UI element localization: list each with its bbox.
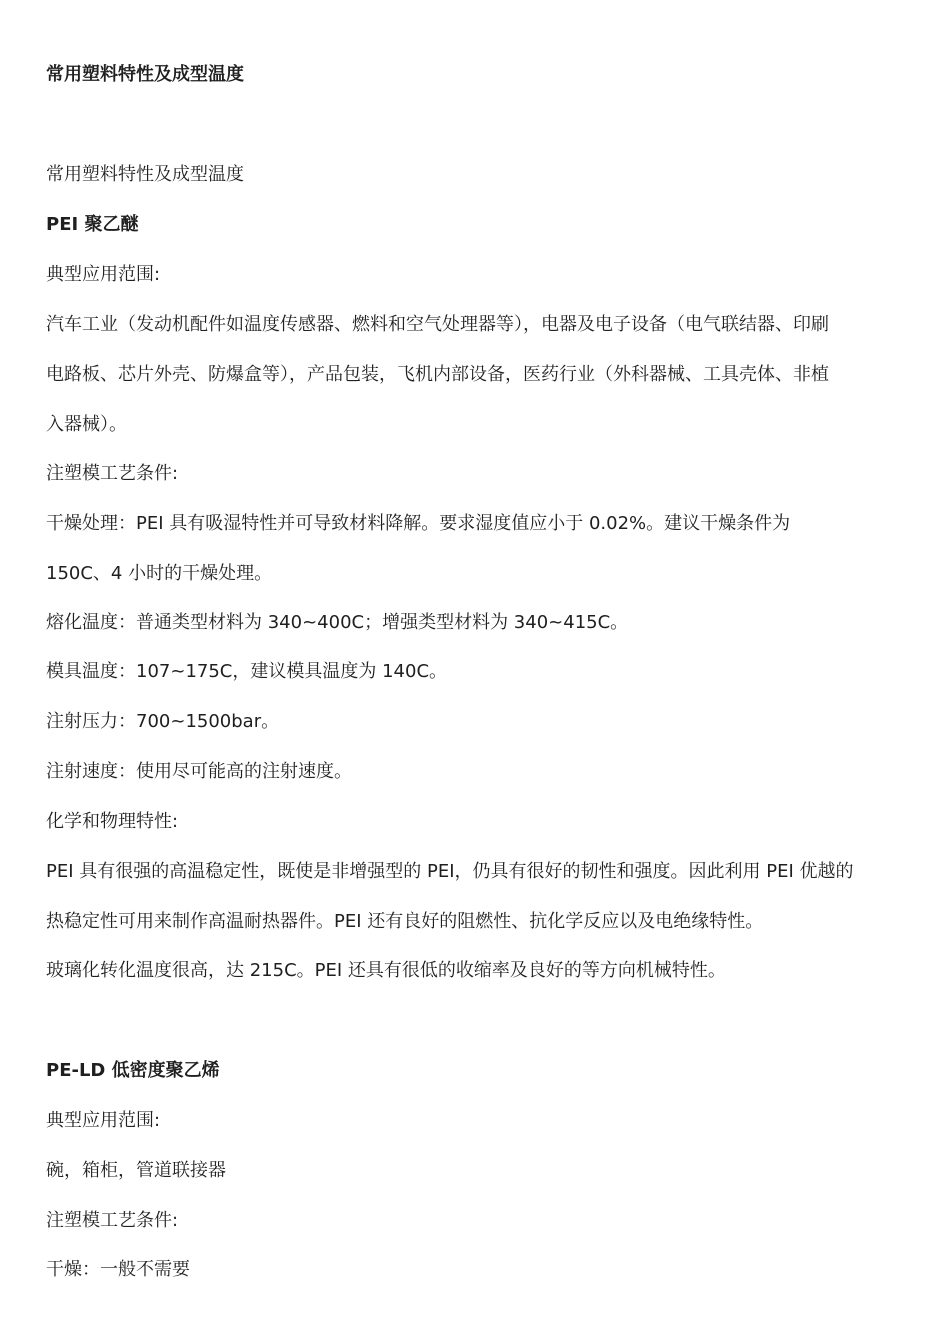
document-title: 常用塑料特性及成型温度	[46, 64, 244, 85]
paragraph-line: 入器械）。	[46, 414, 127, 435]
section-heading-pe-ld: PE-LD 低密度聚乙烯	[46, 1060, 220, 1081]
paragraph-line: 碗，箱柜，管道联接器	[46, 1160, 226, 1181]
paragraph-line: 150C、4 小时的干燥处理。	[46, 563, 273, 584]
paragraph-line: 典型应用范围:	[46, 1110, 161, 1131]
paragraph-line: 熔化温度：普通类型材料为 340~400C；增强类型材料为 340~415C。	[46, 612, 629, 633]
paragraph-line: 典型应用范围:	[46, 264, 161, 285]
paragraph-line: 注塑模工艺条件:	[46, 1210, 179, 1231]
paragraph-line: 电路板、芯片外壳、防爆盒等），产品包装，飞机内部设备，医药行业（外科器械、工具壳体、非植	[46, 364, 829, 385]
paragraph-line: 汽车工业（发动机配件如温度传感器、燃料和空气处理器等），电器及电子设备（电气联结器、印刷	[46, 314, 829, 335]
paragraph-line: 注塑模工艺条件:	[46, 463, 179, 484]
section-heading-pei: PEI 聚乙醚	[46, 214, 139, 235]
paragraph-line: 化学和物理特性:	[46, 811, 179, 832]
paragraph-line: PEI 具有很强的高温稳定性，既使是非增强型的 PEI，仍具有很好的韧性和强度。因此利用 PEI 优越的	[46, 861, 854, 882]
paragraph-line: 模具温度：107~175C，建议模具温度为 140C。	[46, 661, 448, 682]
paragraph-line: 玻璃化转化温度很高，达 215C。PEI 还具有很低的收缩率及良好的等方向机械特性。	[46, 960, 726, 981]
paragraph-line: 热稳定性可用来制作高温耐热器件。PEI 还有良好的阻燃性、抗化学反应以及电绝缘特性。	[46, 911, 764, 932]
paragraph-line: 注射压力：700~1500bar。	[46, 711, 280, 732]
paragraph-line: 注射速度：使用尽可能高的注射速度。	[46, 761, 352, 782]
document-subtitle: 常用塑料特性及成型温度	[46, 164, 244, 185]
paragraph-line: 干燥处理：PEI 具有吸湿特性并可导致材料降解。要求湿度值应小于 0.02%。建议干燥条件为	[46, 513, 791, 534]
paragraph-line: 干燥：一般不需要	[46, 1259, 190, 1280]
